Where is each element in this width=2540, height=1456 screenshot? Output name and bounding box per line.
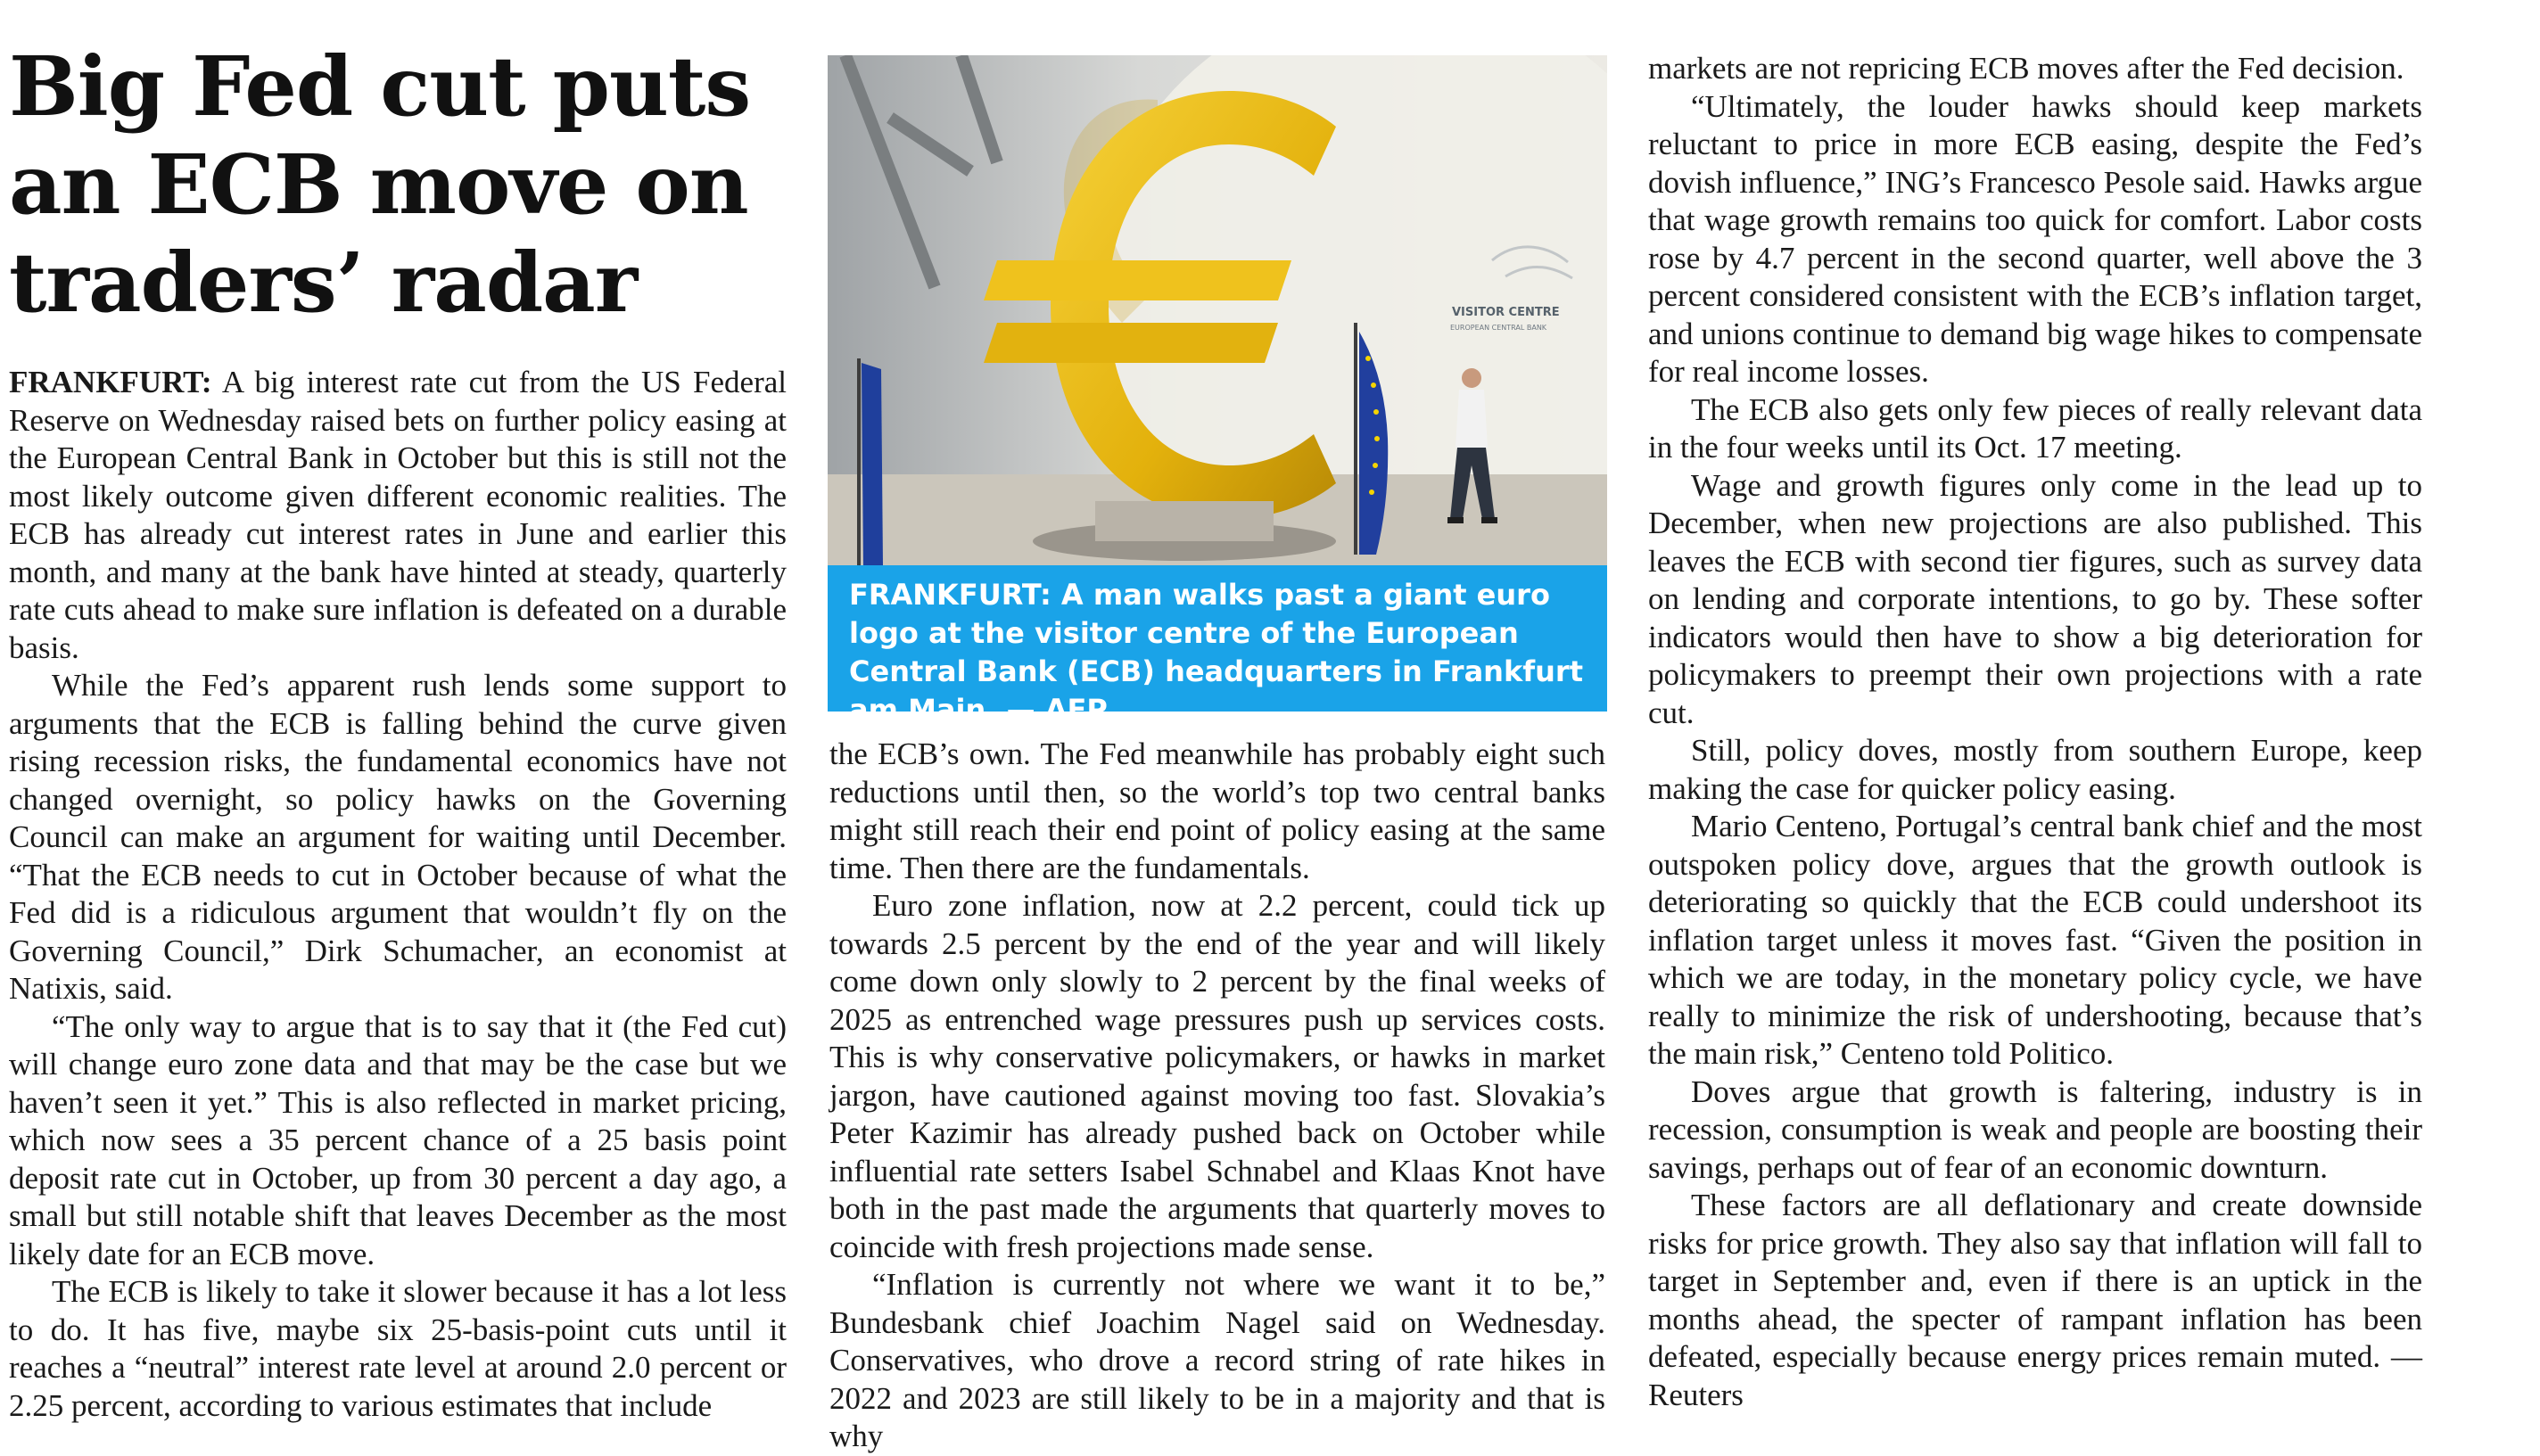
article-column-1 xyxy=(9,364,787,1425)
article-paragraph: markets are not repricing ECB moves after the Fed decision. xyxy=(1648,51,2404,86)
article-paragraph: These factors are all deflationary and create downside risks for price growth. They also say that inflation will fall to target in September and, even if there is an uptick in the months ahead, the specter of rampant inflation has been defeated, especially because energy prices remain muted. — Reuters xyxy=(1648,1188,2422,1412)
article-paragraph: Mario Centeno, Portugal’s central bank chief and the most outspoken policy dove, argues that the growth outlook is deteriorating so quickly that the ECB could undershoot its inflation target unless it moves fast. “Given the position in which we are today, in the monetary policy cycle, we have really to minimize the risk of undershooting, because that’s the main risk,” Centeno told Politico. xyxy=(1648,809,2422,1071)
article-paragraph: “The only way to argue that is to say that it (the Fed cut) will change euro zone data and that may be the case but we haven’t seen it yet.” This is also reflected in market pricing, which now sees a 35 percent chance of a 25 basis point deposit rate cut in October, up from 30 percent a day ago, a small but still notable shift that leaves December as the most likely date for an ECB move. xyxy=(9,1008,787,1271)
news-photo xyxy=(828,55,1607,565)
article-paragraph xyxy=(9,364,787,667)
article-paragraph: Wage and growth figures only come in the lead up to December, when new projections are also published. This leaves the ECB with second tier figures, such as survey data on lending and corporate intentions, to go by. These softer indicators would then have to show a big deterioration for policymakers to preempt their own projections with a rate cut. xyxy=(1648,467,2422,730)
article-paragraph: The ECB is likely to take it slower because it has a lot less to do. It has five, maybe six 25-basis-point cuts until it reaches a “neutral” interest rate level at around 2.0 percent or 2.25 percent, according to various estimates that include xyxy=(9,1274,787,1423)
article-paragraph: While the Fed’s apparent rush lends some support to arguments that the ECB is falling behind the curve given rising recession risks, the fundamental economics have not changed overnight, so policy hawks on the Governing Council can make an argument for waiting until December. “That the ECB needs to cut in October because of what the Fed did is a ridiculous argument that wouldn’t fly on the Governing Council,” Dirk Schumacher, an economist at Natixis, said. xyxy=(9,668,787,1006)
headline: Big Fed cut puts an ECB move on traders’ radar xyxy=(9,38,751,331)
svg-text:EUROPEAN CENTRAL BANK: EUROPEAN CENTRAL BANK xyxy=(1450,324,1547,332)
photo-illustration xyxy=(828,55,1607,565)
svg-text:VISITOR CENTRE: VISITOR CENTRE xyxy=(1452,306,1560,319)
paragraph-text: A big interest rate cut from the US Federal Reserve on Wednesday raised bets on further policy easing at the European Central Bank in October but this is still not the most likely outcome given different economic realities. The ECB has already cut interest rates in June and earlier this month, and many at the bank have hinted at steady, quarterly rate cuts ahead to make sure inflation is defeated on a durable basis. xyxy=(9,365,787,665)
dateline: FRANKFURT: xyxy=(9,365,212,399)
article-paragraph: Still, policy doves, mostly from southern Europe, keep making the case for quicker policy easing. xyxy=(1648,733,2422,806)
article-paragraph: Doves argue that growth is faltering, industry is in recession, consumption is weak and people are boosting their savings, perhaps out of fear of an economic downturn. xyxy=(1648,1073,2422,1185)
article-column-2 xyxy=(829,736,1605,1456)
article-paragraph: The ECB also gets only few pieces of really relevant data in the four weeks until its Oct. 17 meeting. xyxy=(1648,391,2422,465)
article-paragraph: the ECB’s own. The Fed meanwhile has probably eight such reductions until then, so the world’s top two central banks might still reach their end point of policy easing at the same time. Then there are the fundamentals. xyxy=(829,736,1605,885)
article-paragraph: “Inflation is currently not where we want it to be,” Bundesbank chief Joachim Nagel said on Wednesday. Conservatives, who drove a record string of rate hikes in 2022 and 2023 are still likely to be in a majority and that is why xyxy=(829,1267,1605,1453)
photo-caption: FRANKFURT: A man walks past a giant euro logo at the visitor centre of the European Central Bank (ECB) headquarters in Frankfurt am Main. — AFP xyxy=(828,565,1607,712)
article-paragraph: “Ultimately, the louder hawks should keep markets reluctant to price in more ECB easing, despite the Fed’s dovish influence,” ING’s Francesco Pesole said. Hawks argue that wage growth remains too quick for comfort. Labor costs rose by 4.7 percent in the second quarter, well above the 3 percent considered consistent with the ECB’s inflation target, and unions continue to demand big wage hikes to compensate for real income losses. xyxy=(1648,88,2422,389)
article-column-3 xyxy=(1648,50,2422,1414)
article-paragraph: Euro zone inflation, now at 2.2 percent, could tick up towards 2.5 percent by the end of the year and will likely come down only slowly to 2 percent by the final weeks of 2025 as entrenched wage pressures push up services costs. This is why conservative policymakers, or hawks in market jargon, have cautioned against moving too fast. Slovakia’s Peter Kazimir has already pushed back on October while influential rate setters Isabel Schnabel and Klaas Knot have both in the past made the arguments that quarterly moves to coincide with fresh projections made sense. xyxy=(829,888,1605,1264)
